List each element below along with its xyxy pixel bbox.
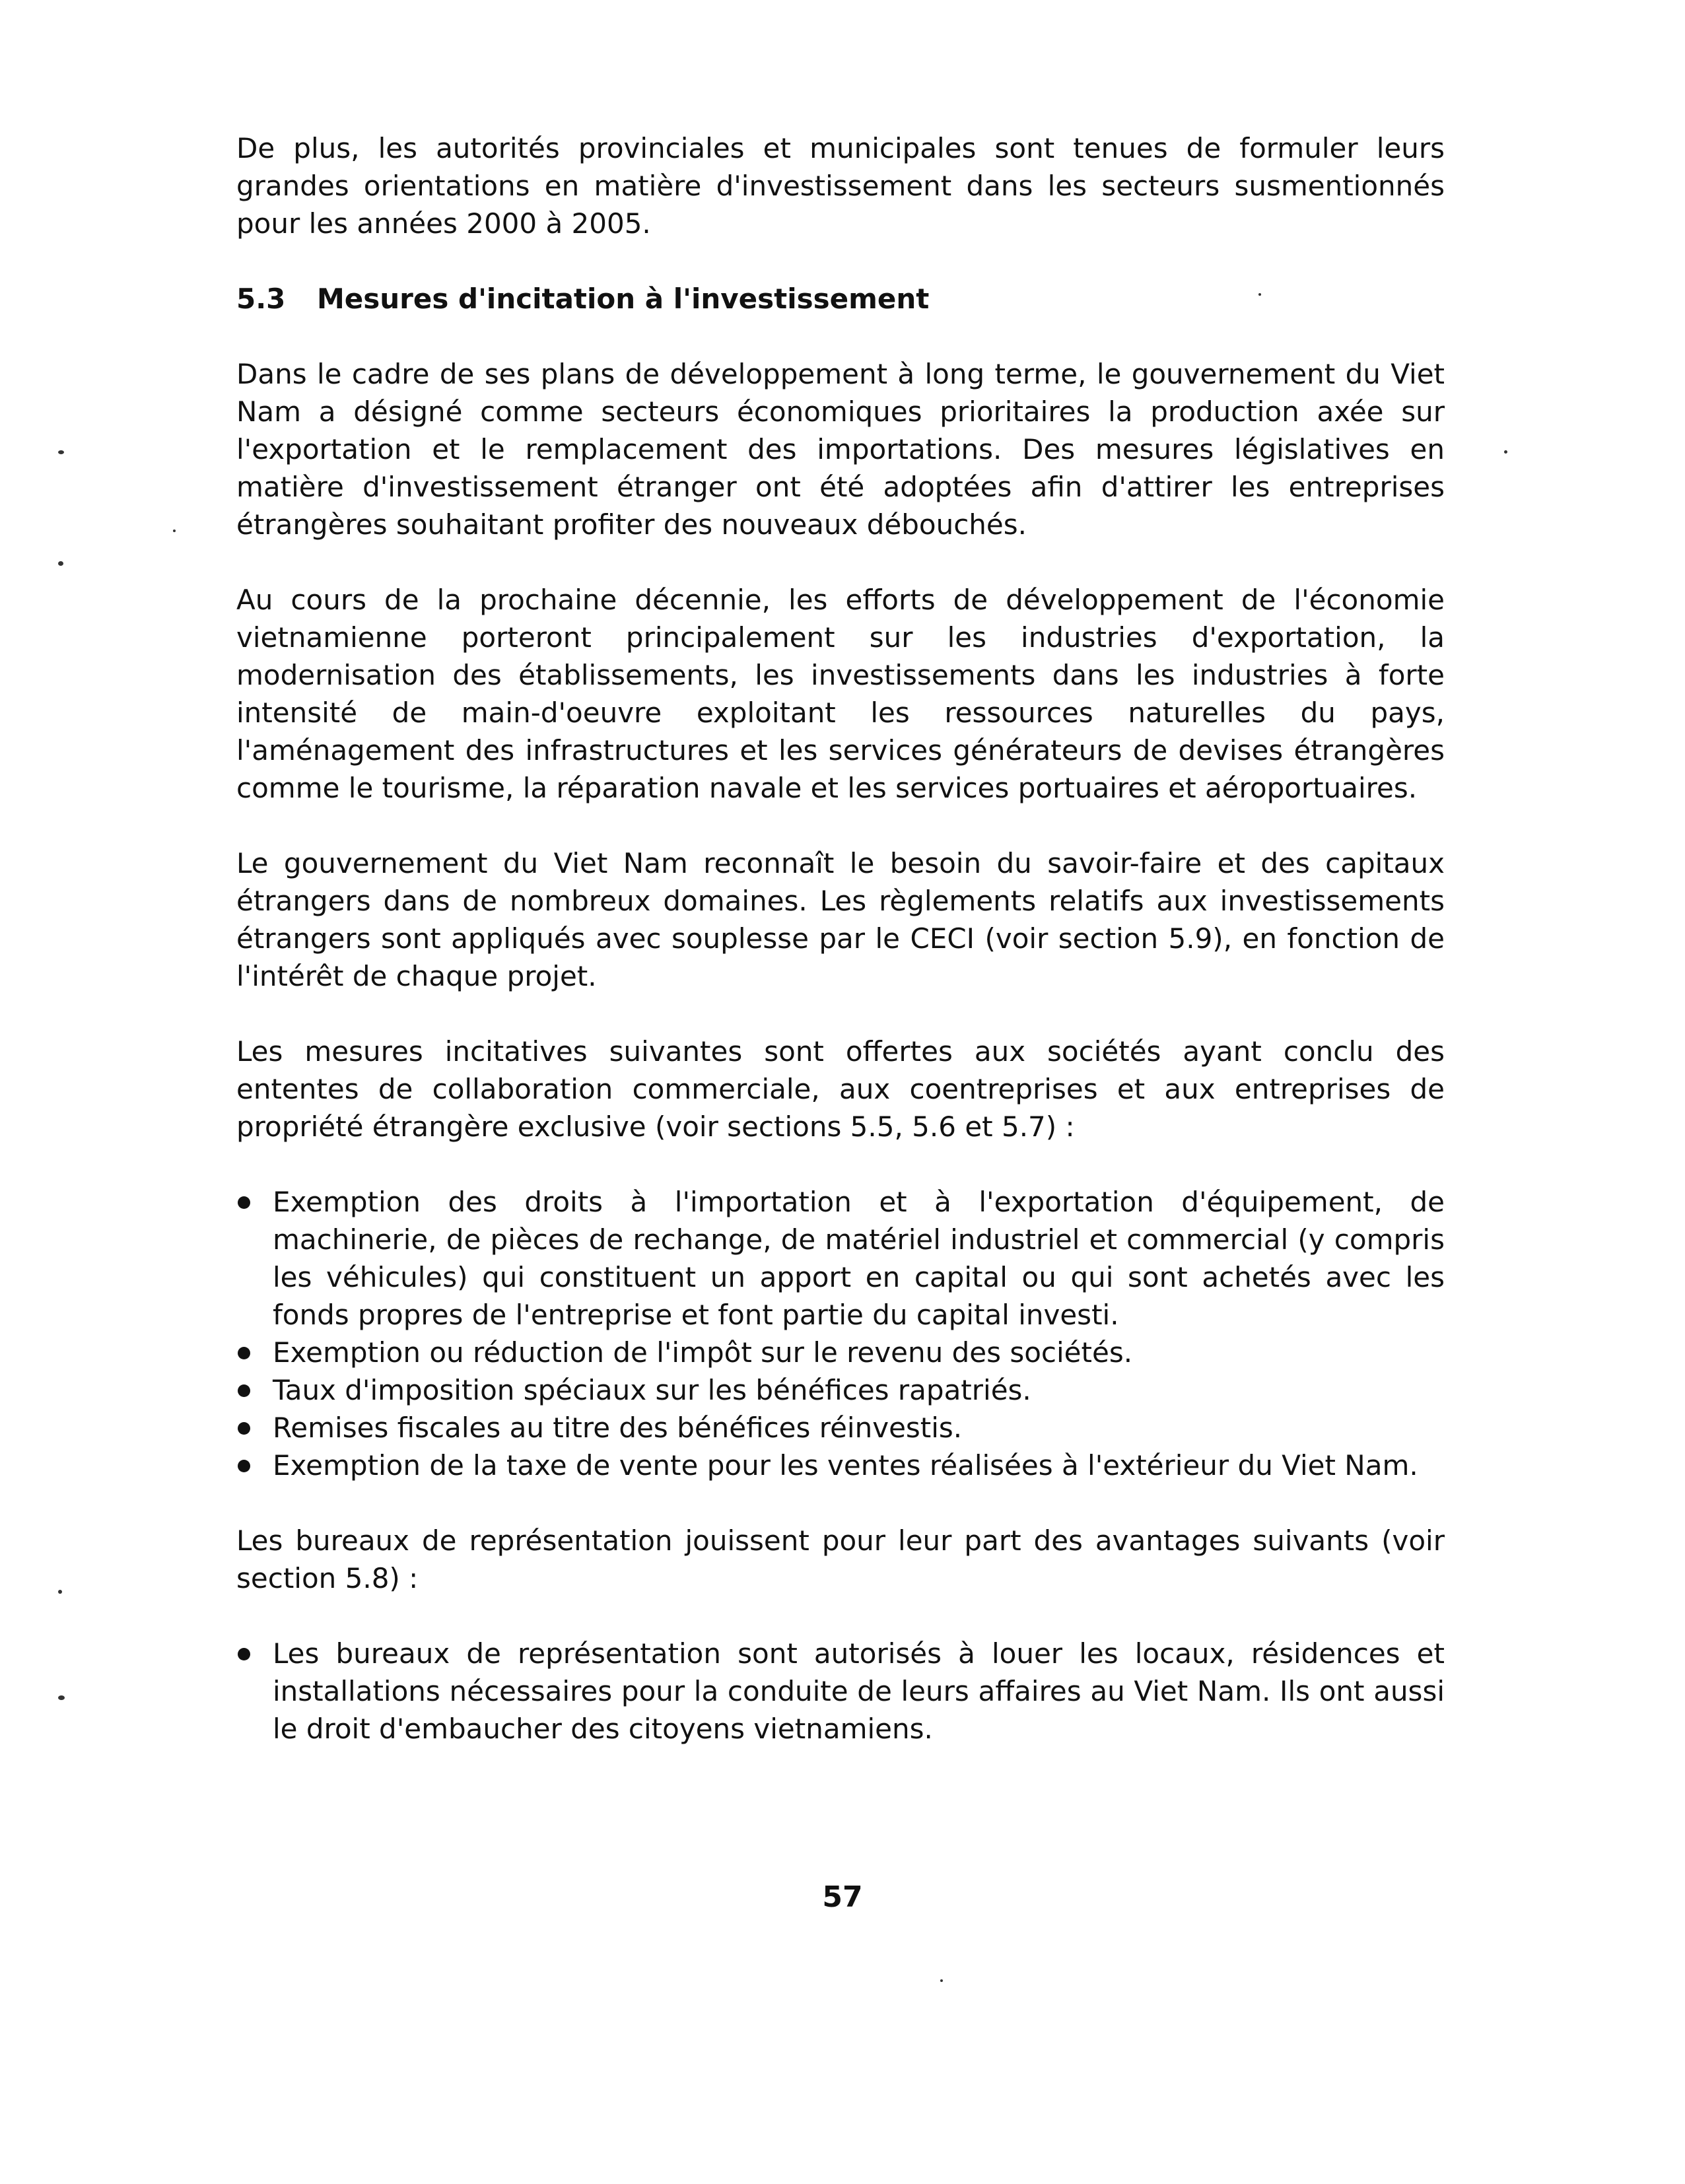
- paragraph-next-decade: Au cours de la prochaine décennie, les efforts de développement de l'économie vietnamienne porteront principalement sur les industries d'exportation, la modernisation des établissements, les investissements dans les industries à forte intensité de main-d'oeuvre exploitant les ressources naturelles du pays, l'aménagement des infrastructures et les services générateurs de devises étrangères comme le tourisme, la réparation navale et les services portuaires et aéroportuaires.: [236, 584, 1445, 804]
- scan-speck: [58, 1695, 65, 1700]
- bullet-icon: [238, 1384, 250, 1397]
- scan-speck: [58, 1590, 62, 1594]
- representation-benefits-list: [236, 1635, 1445, 1748]
- list-item: Remises fiscales au titre des bénéfices réinvestis.: [236, 1409, 1445, 1447]
- page-number: 57: [822, 1880, 863, 1914]
- incentives-list: [236, 1183, 1445, 1484]
- scan-speck: [1258, 293, 1261, 296]
- bullet-icon: [238, 1648, 250, 1660]
- list-item: Exemption des droits à l'importation et à l'exportation d'équipement, de machinerie, de pièces de rechange, de matériel industriel et commercial (y compris les véhicules) qui constituent un apport en capital ou qui sont achetés avec les fonds propres de l'entreprise et font partie du capital investi.: [236, 1183, 1445, 1334]
- paragraph-incentives-intro: Les mesures incitatives suivantes sont offertes aux sociétés ayant conclu des ententes de collaboration commerciale, aux coentreprises et aux entreprises de propriété étrangère exclusive (voir sections 5.5, 5.6 et 5.7) :: [236, 1035, 1445, 1143]
- paragraph-priority-sectors: Dans le cadre de ses plans de développement à long terme, le gouvernement du Viet Nam a désigné comme secteurs économiques prioritaires la production axée sur l'exportation et le remplacement des importations. Des mesures législatives en matière d'investissement étranger ont été adoptées afin d'attirer les entreprises étrangères souhaitant profiter des nouveaux débouchés.: [236, 358, 1445, 541]
- scan-speck: [58, 561, 63, 566]
- section-title: Mesures d'incitation à l'investissement: [317, 283, 930, 315]
- scan-speck: [173, 529, 176, 532]
- bullet-icon: [238, 1460, 250, 1472]
- paragraph-representation-intro: Les bureaux de représentation jouissent pour leur part des avantages suivants (voir section 5.8) :: [236, 1524, 1445, 1594]
- scan-speck: [940, 1979, 943, 1982]
- bullet-icon: [238, 1196, 250, 1209]
- list-item: Taux d'imposition spéciaux sur les bénéfices rapatriés.: [236, 1371, 1445, 1409]
- scan-speck: [58, 450, 64, 454]
- section-number: 5.3: [236, 283, 286, 315]
- scan-speck: [1504, 450, 1507, 454]
- paragraph-provincial-orientations: De plus, les autorités provinciales et municipales sont tenues de formuler leurs grandes orientations en matière d'investissement dans les secteurs susmentionnés pour les années 2000 à 2005.: [236, 132, 1445, 240]
- section-heading: [236, 280, 1445, 318]
- document-page: [236, 129, 1445, 1785]
- bullet-icon: [238, 1422, 250, 1435]
- list-item: Exemption de la taxe de vente pour les ventes réalisées à l'extérieur du Viet Nam.: [236, 1447, 1445, 1484]
- list-item: Exemption ou réduction de l'impôt sur le revenu des sociétés.: [236, 1334, 1445, 1371]
- list-item: Les bureaux de représentation sont autorisés à louer les locaux, résidences et installations nécessaires pour la conduite de leurs affaires au Viet Nam. Ils ont aussi le droit d'embaucher des citoyens vietnamiens.: [236, 1635, 1445, 1748]
- bullet-icon: [238, 1347, 250, 1359]
- paragraph-foreign-know-how: Le gouvernement du Viet Nam reconnaît le besoin du savoir-faire et des capitaux étrangers dans de nombreux domaines. Les règlements relatifs aux investissements étrangers sont appliqués avec souplesse par le CECI (voir section 5.9), en fonction de l'intérêt de chaque projet.: [236, 847, 1445, 992]
